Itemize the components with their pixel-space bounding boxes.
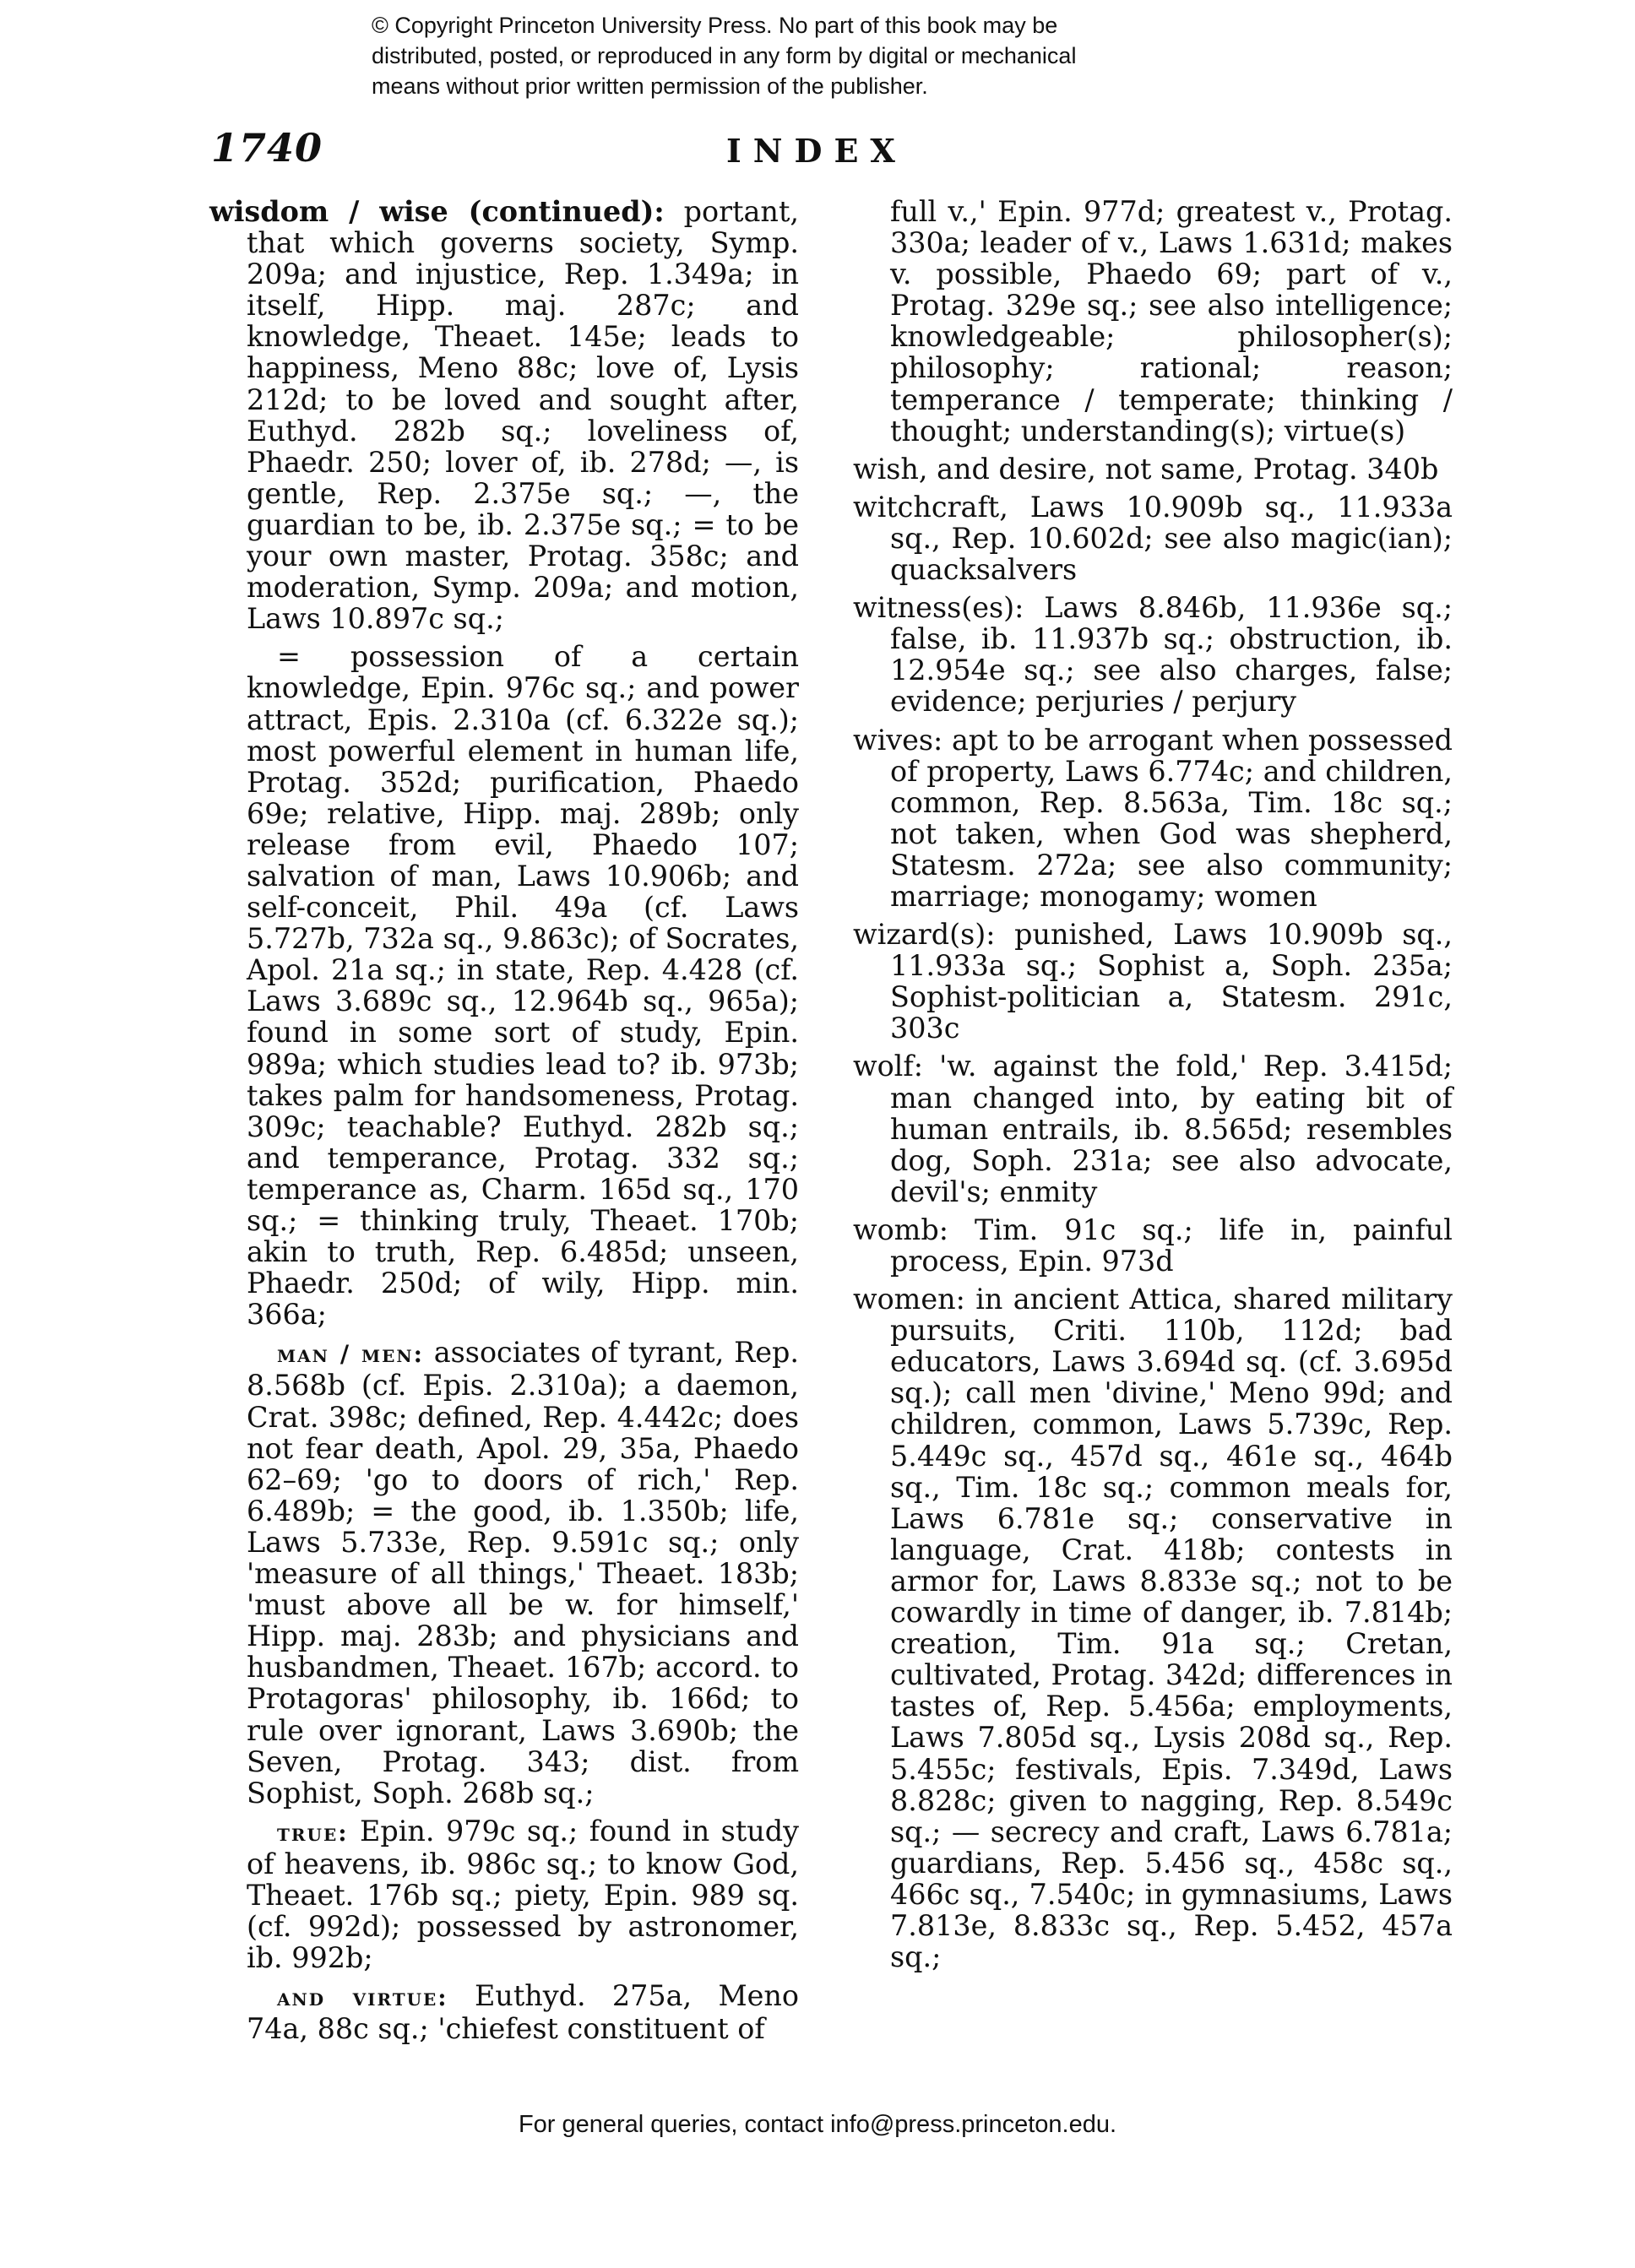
index-subentry-and-virtue bbox=[209, 1980, 799, 2044]
entry-heading: wives: bbox=[853, 723, 943, 757]
footer-contact: For general queries, contact info@press.princeton.edu. bbox=[518, 2111, 1117, 2138]
entry-heading: wolf: bbox=[853, 1050, 923, 1083]
entry-text: portant, that which governs society, Symp. 209a; and injustice, Rep. 1.349a; in itself, Hipp. maj. 287c; and knowledge, Theaet. 145e; leads to happiness, Meno 88c; love of, Lysis 212d; to be loved and sought after, Euthyd. 282b sq.; loveliness of, Phaedr. 250; lover of, ib. 278d; —, is gentle, Rep. 2.375e sq.; —, the guardian to be, ib. 2.375e sq.; = to be your own master, Protag. 358c; and moderation, Symp. 209a; and motion, Laws 10.897c sq.; bbox=[247, 195, 799, 636]
entry-text: in ancient Attica, shared military pursuits, Criti. 110b, 112d; bad educators, Laws 3.694d sq. (cf. 3.695d sq.); call men 'divine,' Meno 99d; and children, common, Laws 5.739c, Rep. 5.449c sq., 457d sq., 461e sq., 464b sq., Tim. 18c sq.; common meals for, Laws 6.781e sq.; conservative in language, Crat. 418b; contests in armor for, Laws 8.833e sq.; not to be cowardly in time of danger, ib. 7.814b; creation, Tim. 91a sq.; Cretan, cultivated, Protag. 342d; differences in tastes of, Rep. 5.456a; employments, Laws 7.805d sq., Lysis 208d sq., Rep. 5.455c; festivals, Epis. 7.349d, Laws 8.828c; given to nagging, Rep. 8.549c sq.; — secrecy and craft, Laws 6.781a; guardians, Rep. 5.456 sq., 458c sq., 466c sq., 7.540c; in gymnasiums, Laws 7.813e, 8.833c sq., Rep. 5.452, 457a sq.; bbox=[890, 1283, 1453, 1974]
entry-heading: wish, bbox=[853, 452, 928, 486]
index-entry-continuation bbox=[853, 196, 1453, 447]
entry-text: Euthyd. 275a, Meno 74a, 88c sq.; 'chiefest constituent of bbox=[247, 1979, 799, 2046]
index-subentry-true bbox=[209, 1815, 799, 1973]
entry-text: = possession of a certain knowledge, Epin. 976c sq.; and power attract, Epis. 2.310a (cf. 6.322e sq.); most powerful element in human life, Protag. 352d; purification, Phaedo 69e; relative, Hipp. maj. 289b; only release from evil, Phaedo 107; salvation of man, Laws 10.906b; and self-conceit, Phil. 49a (cf. Laws 5.727b, 732a sq., 9.863c); of Socrates, Apol. 21a sq.; in state, Rep. 4.428 (cf. Laws 3.689c sq., 12.964b sq., 965a); found in some sort of study, Epin. 989a; which studies lead to? ib. 973b; takes palm for handsomeness, Protag. 309c; teachable? Euthyd. 282b sq.; and temperance, Protag. 332 sq.; temperance as, Charm. 165d sq., 170 sq.; = thinking truly, Theaet. 170b; akin to truth, Rep. 6.485d; unseen, Phaedr. 250d; of wily, Hipp. min. 366a; bbox=[247, 640, 799, 1332]
index-entry-wizard bbox=[853, 919, 1453, 1044]
index-entry-wish bbox=[853, 453, 1453, 485]
entry-heading: wisdom / wise (continued): bbox=[209, 195, 665, 228]
subentry-label: true: bbox=[277, 1818, 349, 1847]
entry-heading: women: bbox=[853, 1283, 965, 1316]
entry-text: punished, Laws 10.909b sq., 11.933a sq.; Sophist a, Soph. 235a; Sophist-politician a, Statesm. 291c, 303c bbox=[890, 918, 1453, 1045]
index-entry-wolf bbox=[853, 1050, 1453, 1207]
entry-text: full v.,' Epin. 977d; greatest v., Protag. 330a; leader of v., Laws 1.631d; makes v. possible, Phaedo 69; part of v., Protag. 329e sq.; see also intelligence; knowledgeable; philosopher(s); philosophy; rational; reason; temperance / temperate; thinking / thought; understanding(s); virtue(s) bbox=[890, 195, 1453, 448]
entry-heading: witchcraft, bbox=[853, 490, 1008, 524]
entry-text: Epin. 979c sq.; found in study of heavens, ib. 986c sq.; to know God, Theaet. 176b sq.; piety, Epin. 989 sq. (cf. 992d); possessed by astronomer, ib. 992b; bbox=[247, 1814, 799, 1975]
entry-heading: wizard(s): bbox=[853, 918, 996, 952]
index-entry-womb bbox=[853, 1214, 1453, 1277]
index-entry-women bbox=[853, 1283, 1453, 1972]
index-entry-witchcraft bbox=[853, 491, 1453, 585]
index-entry-wives bbox=[853, 724, 1453, 913]
entry-heading: witness(es): bbox=[853, 591, 1024, 625]
copyright-line: © Copyright Princeton University Press. No part of this book may be bbox=[372, 13, 1058, 38]
entry-text: Laws 8.846b, 11.936e sq.; false, ib. 11.937b sq.; obstruction, ib. 12.954e sq.; see also charges, false; evidence; perjuries / perjury bbox=[890, 591, 1453, 719]
running-head: INDEX bbox=[726, 132, 907, 170]
index-subentry-possession bbox=[209, 641, 799, 1330]
copyright-line: distributed, posted, or reproduced in any form by digital or mechanical bbox=[372, 43, 1077, 68]
index-entry-witness bbox=[853, 592, 1453, 717]
index-column-left bbox=[209, 196, 799, 2051]
entry-text: and desire, not same, Protag. 340b bbox=[937, 452, 1439, 486]
entry-heading: womb: bbox=[853, 1213, 948, 1246]
entry-text: Tim. 91c sq.; life in, painful process, Epin. 973d bbox=[890, 1213, 1453, 1278]
copyright-line: means without prior written permission of the publisher. bbox=[372, 73, 928, 99]
page-number: 1740 bbox=[211, 125, 323, 171]
entry-text: 'w. against the fold,' Rep. 3.415d; man changed into, by eating bit of human entrails, ib. 8.565d; resembles dog, Soph. 231a; see also advocate, devil's; enmity bbox=[890, 1050, 1453, 1208]
subentry-label: and virtue: bbox=[277, 1983, 448, 2012]
subentry-label: man / men: bbox=[277, 1340, 424, 1369]
copyright-notice bbox=[372, 10, 1301, 101]
index-column-right bbox=[853, 196, 1453, 1979]
index-subentry-man-men bbox=[209, 1337, 799, 1808]
index-entry-wisdom bbox=[209, 196, 799, 634]
entry-text: Laws 10.909b sq., 11.933a sq., Rep. 10.602d; see also magic(ian); quacksalvers bbox=[890, 490, 1453, 587]
entry-text: associates of tyrant, Rep. 8.568b (cf. Epis. 2.310a); a daemon, Crat. 398c; defined, Rep. 4.442c; does not fear death, Apol. 29, 35a, Phaedo 62–69; 'go to doors of rich,' Rep. 6.489b; = the good, ib. 1.350b; life, Laws 5.733e, Rep. 9.591c sq.; only 'measure of all things,' Theaet. 183b; 'must above all be w. for himself,' Hipp. maj. 283b; and physicians and husbandmen, Theaet. 167b; accord. to Protagoras' philosophy, ib. 166d; to rule over ignorant, Laws 3.690b; the Seven, Protag. 343; dist. from Sophist, Soph. 268b sq.; bbox=[247, 1336, 799, 1810]
entry-text: apt to be arrogant when possessed of property, Laws 6.774c; and children, common, Rep. 8.563a, Tim. 18c sq.; not taken, when God was shepherd, Statesm. 272a; see also community; marriage; monogamy; women bbox=[890, 723, 1453, 913]
